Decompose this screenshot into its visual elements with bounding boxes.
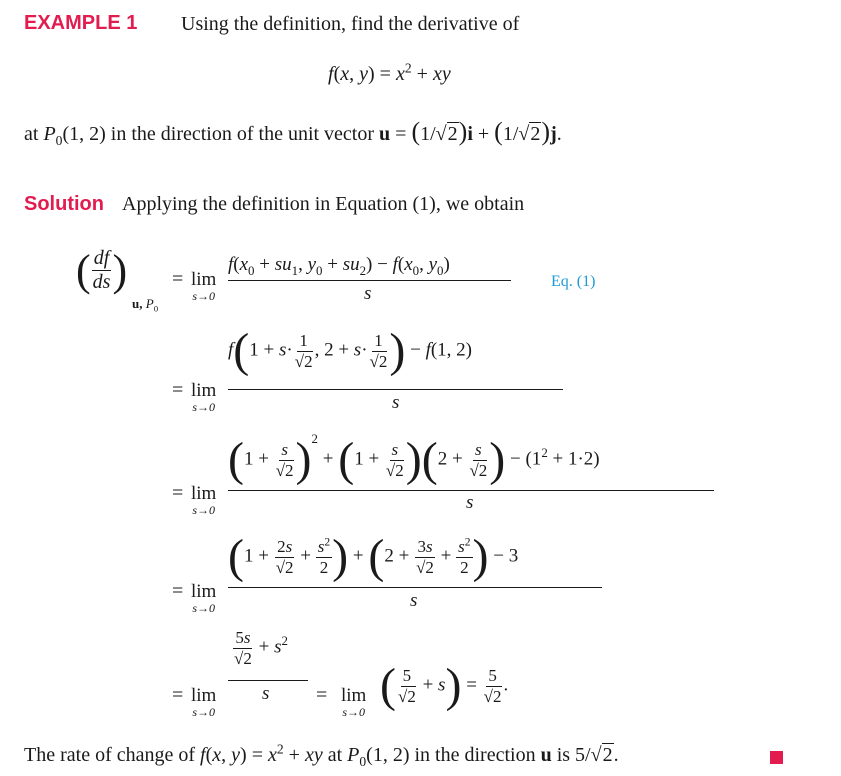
line5-numerator: $\frac{5s}{√2}$ + $s^2$ [234,628,288,668]
line1-fraction-bar [228,280,511,281]
line4-fraction-bar [228,587,602,588]
conclusion: The rate of change of f(x, $y) = x^2$ + xy at $P_0(1$, 2) in the direction u is 5/√2. [24,741,619,769]
line1-denominator: s [364,283,372,304]
equation-reference: Eq. (1) [551,273,596,290]
limit-5: lim s→0 [191,685,217,719]
limit-6: lim s→0 [341,685,367,719]
equals-5: = [172,684,184,706]
solution-intro: Applying the definition in Equation (1), we obtain [122,193,525,215]
example-intro: Using the definition, find the derivative of [181,13,520,35]
line5-denominator: s [262,683,270,704]
limit-4: lim s→0 [191,581,217,615]
example-label: EXAMPLE 1 [24,12,138,34]
line5-simplified: ( $\frac{5}{√2}$ + s) = $\frac{5}{√2}$ . [380,659,509,713]
lhs-subscript: u, $P_0$ [132,296,159,314]
line2-numerator: f(1 + s· $\frac{1}{√2}$ , 2 + s· $\frac{1}{√2}$ ) − f(1, 2) [228,324,472,378]
line2-denominator: s [392,392,400,413]
limit-2: lim s→0 [191,380,217,414]
line3-denominator: s [466,492,474,513]
equals-3: = [172,482,184,504]
line2-fraction-bar [228,389,563,390]
line5-fraction-bar [228,680,308,681]
equals-2: = [172,379,184,401]
lhs-derivative: ( $\frac{df}{ds}$ ) [76,246,128,295]
equals-4: = [172,580,184,602]
function-display: f(x, $y) = x^2$ + xy [328,60,451,85]
end-of-proof-square [770,751,783,764]
line4-denominator: s [410,590,418,611]
direction-statement: at $P_0(1$, 2) in the direction of the unit vector u = (1/√2)i + (1/√2)j. [24,117,562,148]
line1-numerator: $f(x_0 + su_1$, $y_0 + su_2) - f(x_0$, $y_0$) [228,254,450,278]
line3-numerator: (1 + $\frac{s}{√2}$ )$^2$ + (1 + $\frac{s}{√2}$ )(2 + $\frac{s}{√2}$ ) − $(1^2 + 1\cdot 2)$ [228,431,600,487]
limit-1: lim s→0 [191,269,217,303]
equals-1: = [172,268,184,290]
line4-numerator: (1 + $\frac{2s}{√2}$ + $\frac{s^2}{2}$ ) + (2 + $\frac{3s}{√2}$ + $\frac{s^2}{2}$ ) − 3 [228,530,519,584]
solution-label: Solution [24,193,104,215]
limit-3: lim s→0 [191,483,217,517]
equals-6: = [316,684,328,706]
